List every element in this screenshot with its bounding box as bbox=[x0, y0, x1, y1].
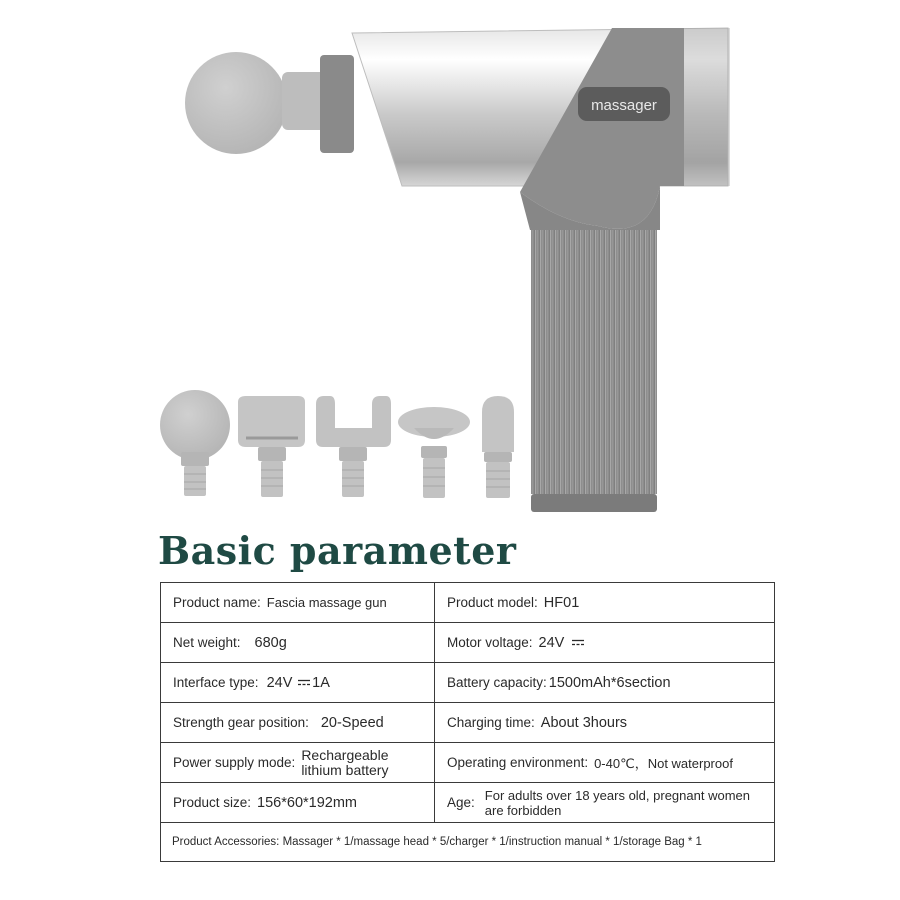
spec-power-supply bbox=[161, 743, 435, 783]
spec-value: 20-Speed bbox=[320, 714, 384, 731]
section-heading: Basic parameter bbox=[158, 528, 517, 573]
spec-value: 24V bbox=[538, 634, 565, 651]
table-row bbox=[161, 743, 775, 783]
spec-value: 1500mAh*6section bbox=[548, 674, 671, 691]
attachment-bullet-head bbox=[482, 396, 514, 498]
spec-strength-gear bbox=[161, 703, 435, 743]
spec-age bbox=[435, 783, 775, 823]
spec-value: HF01 bbox=[543, 594, 580, 611]
spec-label: Interface type: bbox=[173, 675, 259, 690]
table-row bbox=[161, 823, 775, 862]
product-label-text: massager bbox=[591, 97, 657, 114]
spec-value: Fascia massage gun bbox=[266, 595, 387, 610]
spec-value: Rechargeable lithium battery bbox=[301, 746, 389, 778]
spec-product-model bbox=[435, 583, 775, 623]
spec-charging-time bbox=[435, 703, 775, 743]
attachment-mushroom-head bbox=[398, 407, 470, 498]
dc-symbol-icon bbox=[298, 679, 310, 686]
attachment-flat-head bbox=[238, 396, 305, 497]
spec-product-name bbox=[161, 583, 435, 623]
spec-label: Product name: bbox=[173, 595, 261, 610]
spec-value: 0-40℃，Not waterproof bbox=[594, 756, 733, 771]
spec-value-current: 1A bbox=[312, 674, 330, 691]
spec-label: Product model: bbox=[447, 595, 538, 610]
attachment-fork-head bbox=[316, 396, 391, 497]
spec-value: For adults over 18 years old, pregnant women are forbidden bbox=[484, 787, 750, 818]
spec-value: 680g bbox=[254, 634, 287, 651]
spec-value-voltage: 24V bbox=[266, 674, 293, 691]
spec-product-size bbox=[161, 783, 435, 823]
main-massage-head bbox=[185, 52, 354, 154]
spec-motor-voltage bbox=[435, 623, 775, 663]
spec-operating-env bbox=[435, 743, 775, 783]
spec-label: Battery capacity: bbox=[447, 675, 547, 690]
table-row bbox=[161, 623, 775, 663]
spec-net-weight bbox=[161, 623, 435, 663]
table-row bbox=[161, 703, 775, 743]
spec-label: Operating environment: bbox=[447, 755, 589, 770]
spec-label: Power supply mode: bbox=[173, 755, 296, 770]
spec-value: About 3hours bbox=[540, 714, 628, 731]
gun-handle bbox=[531, 230, 657, 512]
spec-label: Motor voltage: bbox=[447, 635, 533, 650]
spec-label: Charging time: bbox=[447, 715, 535, 730]
dc-symbol-icon bbox=[572, 639, 584, 646]
spec-interface-type bbox=[161, 663, 435, 703]
spec-label: Net weight: bbox=[173, 635, 241, 650]
spec-value: 156*60*192mm bbox=[257, 794, 358, 811]
spec-label: Product size: bbox=[173, 795, 252, 810]
spec-accessories: Product Accessories: Massager * 1/massage head * 5/charger * 1/instruction manual * 1/storage Bag * 1 bbox=[161, 823, 775, 862]
spec-battery-capacity bbox=[435, 663, 775, 703]
table-row bbox=[161, 663, 775, 703]
spec-label: Age: bbox=[447, 795, 475, 810]
spec-label: Strength gear position: bbox=[173, 715, 309, 730]
table-row bbox=[161, 583, 775, 623]
spec-table bbox=[160, 582, 775, 862]
table-row bbox=[161, 783, 775, 823]
attachment-ball-head bbox=[160, 390, 230, 496]
